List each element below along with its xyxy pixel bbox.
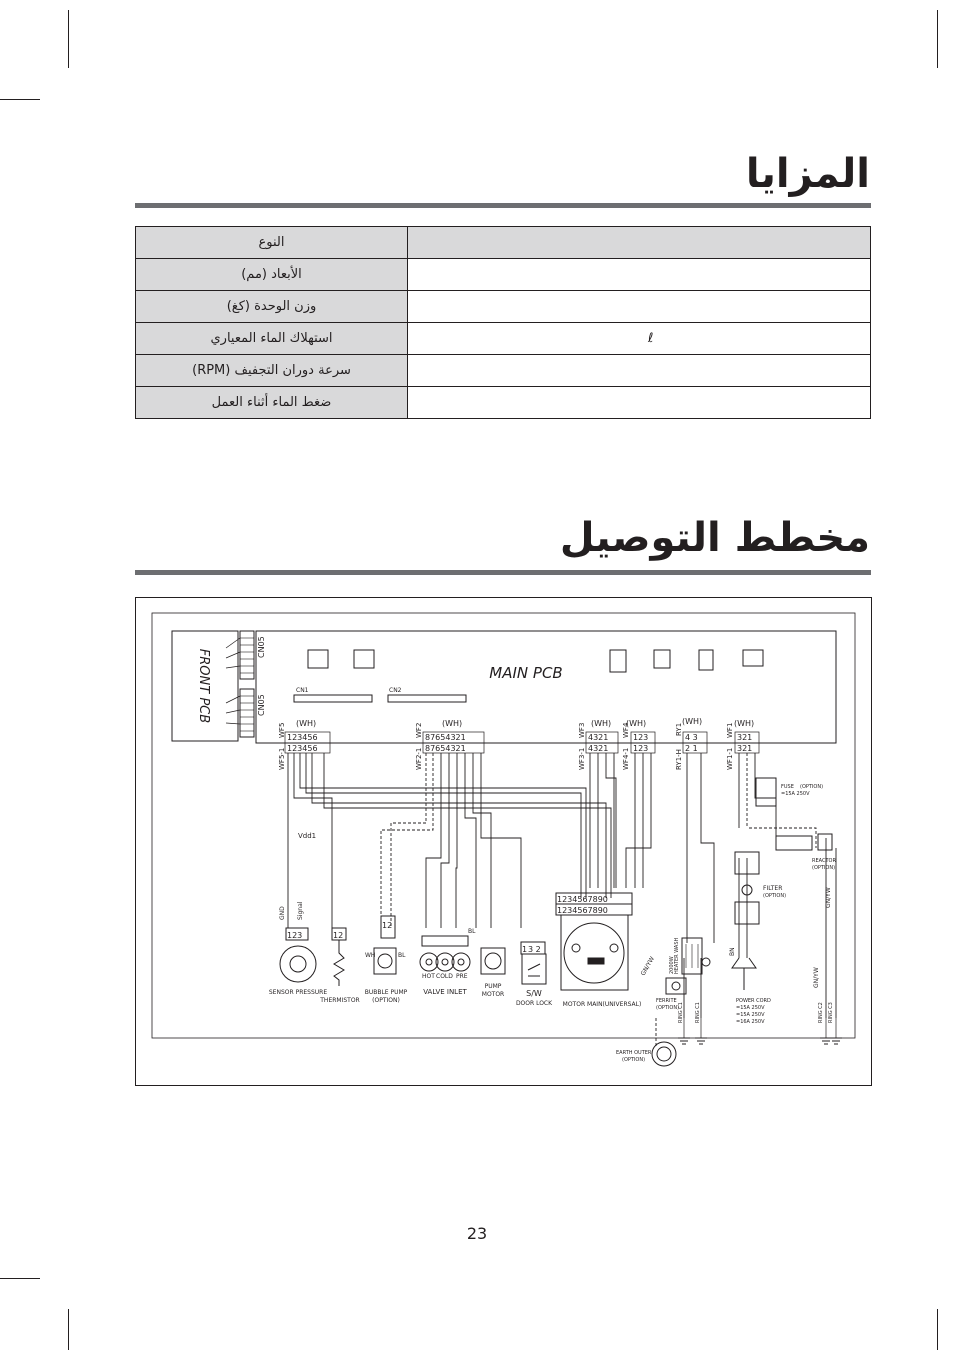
sensor-pressure-icon-inner — [290, 956, 306, 972]
gnyw-label-3: GN/YW — [813, 967, 820, 988]
wf2-1-label: WF2-1 — [415, 747, 423, 770]
spec-row — [136, 323, 871, 355]
main-pcb-label: MAIN PCB — [489, 664, 563, 682]
wh-label: (WH) — [734, 719, 755, 728]
wf1-1-label: WF1-1 — [726, 747, 734, 770]
door-lock-icon — [522, 954, 546, 984]
pump-motor-icon-rotor — [485, 953, 501, 969]
door-lock-icon-switch — [528, 964, 540, 976]
earth-outer-label: EARTH OUTER — [616, 1050, 652, 1056]
wh-label: (WH) — [591, 719, 612, 728]
ry1-pins: 4 3 — [685, 733, 698, 742]
earth-label-1: RING C1 — [678, 1002, 684, 1023]
wh-label: (WH) — [442, 719, 463, 728]
spec-label: ضغط الماء أثناء العمل — [136, 387, 408, 419]
bubble-pump-label: BUBBLE PUMP — [364, 989, 408, 996]
spec-row — [136, 387, 871, 419]
heater-icon-element — [686, 944, 698, 968]
spec-value — [408, 291, 871, 323]
signal-label: Signal — [297, 901, 304, 920]
heater-terminal — [702, 958, 710, 966]
wh-label: (WH) — [296, 719, 317, 728]
reactor-connector — [776, 836, 812, 850]
door-lock-label: DOOR LOCK — [515, 1000, 553, 1007]
door-lock-pin1: 1 — [522, 945, 528, 954]
ry1-h-label: RY1-H — [675, 749, 683, 770]
spec-label: الأبعاد (مم) — [136, 259, 408, 291]
pcb-connector — [610, 650, 626, 672]
filter-label: FILTER — [763, 885, 783, 892]
spec-label: سرعة دوران التجفيف (RPM) — [136, 355, 408, 387]
sw-label: S/W — [526, 989, 542, 998]
sensor-pins: 123 — [287, 931, 303, 940]
reactor-option: (OPTION) — [812, 865, 836, 871]
pcb-connector — [743, 650, 763, 666]
motor-terminal — [572, 944, 580, 952]
motor-main-label: MOTOR MAIN(UNIVERSAL) — [562, 1001, 642, 1008]
cn1-label: CN1 — [296, 687, 309, 694]
bubble-pump-option: (OPTION) — [372, 997, 400, 1004]
wf2-1-pins: 87654321 — [425, 744, 466, 753]
valve-inlet-label: VALVE INLET — [423, 988, 467, 996]
valve-bl: BL — [468, 928, 476, 935]
wf4-pins: 123 — [633, 733, 649, 742]
earth-outer-option: (OPTION) — [622, 1057, 646, 1063]
ry1-h-pins: 2 1 — [685, 744, 698, 753]
fuse-rating: =15A 250V — [781, 791, 810, 797]
wh-label: (WH) — [682, 717, 703, 726]
power-rating-2: =15A 250V — [736, 1012, 765, 1018]
spec-value — [408, 227, 871, 259]
motor-pins-2: 1234567890 — [557, 906, 608, 915]
motor-brush — [588, 958, 604, 964]
earth-label-2: RING C1 — [695, 1002, 701, 1023]
spec-label: استهلاك الماء المعياري — [136, 323, 408, 355]
front-pcb-connector-pins — [240, 638, 254, 731]
spec-value — [408, 387, 871, 419]
crop-mark — [68, 10, 69, 68]
wf3-label: WF3 — [578, 722, 586, 738]
bubble-pump-wh: WH — [365, 952, 376, 959]
wf5-pins: 123456 — [287, 733, 318, 742]
ferrite-label: FERRITE — [656, 998, 677, 1004]
reactor-icon — [818, 834, 832, 850]
pcb-connector — [308, 650, 328, 668]
wf5-label: WF5 — [278, 722, 286, 738]
spec-label: النوع — [136, 227, 408, 259]
gnyw-label: GN/YW — [639, 955, 657, 977]
wf1-pins: 321 — [737, 733, 753, 742]
front-pcb-label: FRONT PCB — [196, 648, 211, 724]
page-number: 23 — [466, 1224, 488, 1243]
spec-row — [136, 291, 871, 323]
bubble-pump-icon — [374, 948, 396, 974]
title-underline — [135, 570, 871, 575]
earth-outer-icon-inner — [657, 1047, 671, 1061]
wiring-diagram — [135, 597, 872, 1086]
spec-value — [408, 355, 871, 387]
motor-housing — [561, 915, 628, 990]
title-underline — [135, 203, 871, 208]
bubble-pump-bl: BL — [398, 952, 406, 959]
specs-section-title: المزايا — [745, 151, 870, 197]
wf1-1-pins: 321 — [737, 744, 753, 753]
ry1-label: RY1 — [675, 722, 683, 736]
cn05-label: CN05 — [257, 636, 266, 658]
crop-mark — [68, 1309, 69, 1350]
valve-inlet-icon — [420, 936, 470, 971]
spec-row — [136, 355, 871, 387]
crop-mark — [937, 1309, 938, 1350]
fuse-option: (OPTION) — [800, 784, 824, 790]
wf5-1-label: WF5-1 — [278, 747, 286, 770]
motor-pins-1: 1234567890 — [557, 895, 608, 904]
ferrite-icon — [666, 978, 686, 994]
motor-main-icon — [564, 923, 624, 983]
wf1-label: WF1 — [726, 722, 734, 738]
gnd-label: GND — [279, 906, 286, 920]
diagram-section-title: مخطط التوصيل — [559, 515, 870, 561]
valve-hot: HOT — [422, 973, 435, 980]
cn2-label: CN2 — [389, 687, 402, 694]
wf5-1-pins: 123456 — [287, 744, 318, 753]
heater-label: HEATER WASH — [674, 937, 680, 974]
wf3-pins: 4321 — [588, 733, 609, 742]
earth-label-4: RING C3 — [828, 1002, 834, 1023]
door-lock-pins: 3 2 — [528, 945, 541, 954]
spec-label: وزن الوحدة (كغ) — [136, 291, 408, 323]
motor-terminal — [610, 944, 618, 952]
pcb-connector — [354, 650, 374, 668]
fuse-label: FUSE — [781, 784, 794, 790]
pump-label: PUMP — [484, 983, 502, 990]
wf3-1-label: WF3-1 — [578, 747, 586, 770]
pcb-connector — [699, 650, 713, 670]
power-cord-label: POWER CORD — [736, 998, 771, 1004]
spec-value: ℓ — [408, 323, 871, 355]
spec-row — [136, 259, 871, 291]
filter-option: (OPTION) — [763, 893, 787, 899]
wiring-diagram-drawing — [136, 598, 871, 1085]
cn2-connector — [388, 695, 466, 702]
valve-pre: PRE — [456, 973, 468, 980]
heater-rating: 2000W — [669, 956, 675, 974]
reactor-label: REACTOR — [812, 858, 836, 864]
wf4-1-pins: 123 — [633, 744, 649, 753]
bubble-pump-icon-rotor — [378, 954, 392, 968]
vdd1-label: Vdd1 — [298, 832, 317, 840]
bn-label: BN — [729, 947, 736, 956]
wf4-label: WF4 — [622, 722, 630, 738]
valve-cold: COLD — [436, 973, 453, 980]
ferrite-option: (OPTION) — [656, 1005, 680, 1011]
power-rating-1: =15A 250V — [736, 1005, 765, 1011]
wf2-pins: 87654321 — [425, 733, 466, 742]
thermistor-label: THERMISTOR — [320, 997, 360, 1004]
wf3-1-pins: 4321 — [588, 744, 609, 753]
thermistor-pins: 12 — [333, 931, 344, 940]
ferrite-icon-core — [672, 982, 680, 990]
power-rating-3: =16A 250V — [736, 1019, 765, 1025]
cn1-connector — [294, 695, 372, 702]
gnyw-label-2: GN/YW — [825, 887, 832, 908]
fuse-icon — [756, 778, 776, 806]
earth-label-3: RING C2 — [818, 1002, 824, 1023]
wf2-label: WF2 — [415, 722, 423, 738]
crop-mark — [0, 99, 40, 100]
earth-outer-icon — [652, 1042, 676, 1066]
motor-label: MOTOR — [481, 991, 505, 998]
wh-label: (WH) — [626, 719, 647, 728]
sensor-pressure-icon — [280, 946, 316, 982]
sensor-label: SENSOR PRESSURE — [268, 989, 328, 996]
bubble-pump-pins: 12 — [382, 921, 393, 930]
specifications-table — [135, 226, 871, 419]
spec-row — [136, 227, 871, 259]
power-plug-icon — [732, 958, 756, 968]
cn05-label-2: CN05 — [257, 694, 266, 716]
spec-value — [408, 259, 871, 291]
wf4-1-label: WF4-1 — [622, 747, 630, 770]
pcb-connector — [654, 650, 670, 668]
crop-mark — [937, 10, 938, 68]
crop-mark — [0, 1278, 40, 1279]
thermistor-icon — [334, 940, 344, 986]
